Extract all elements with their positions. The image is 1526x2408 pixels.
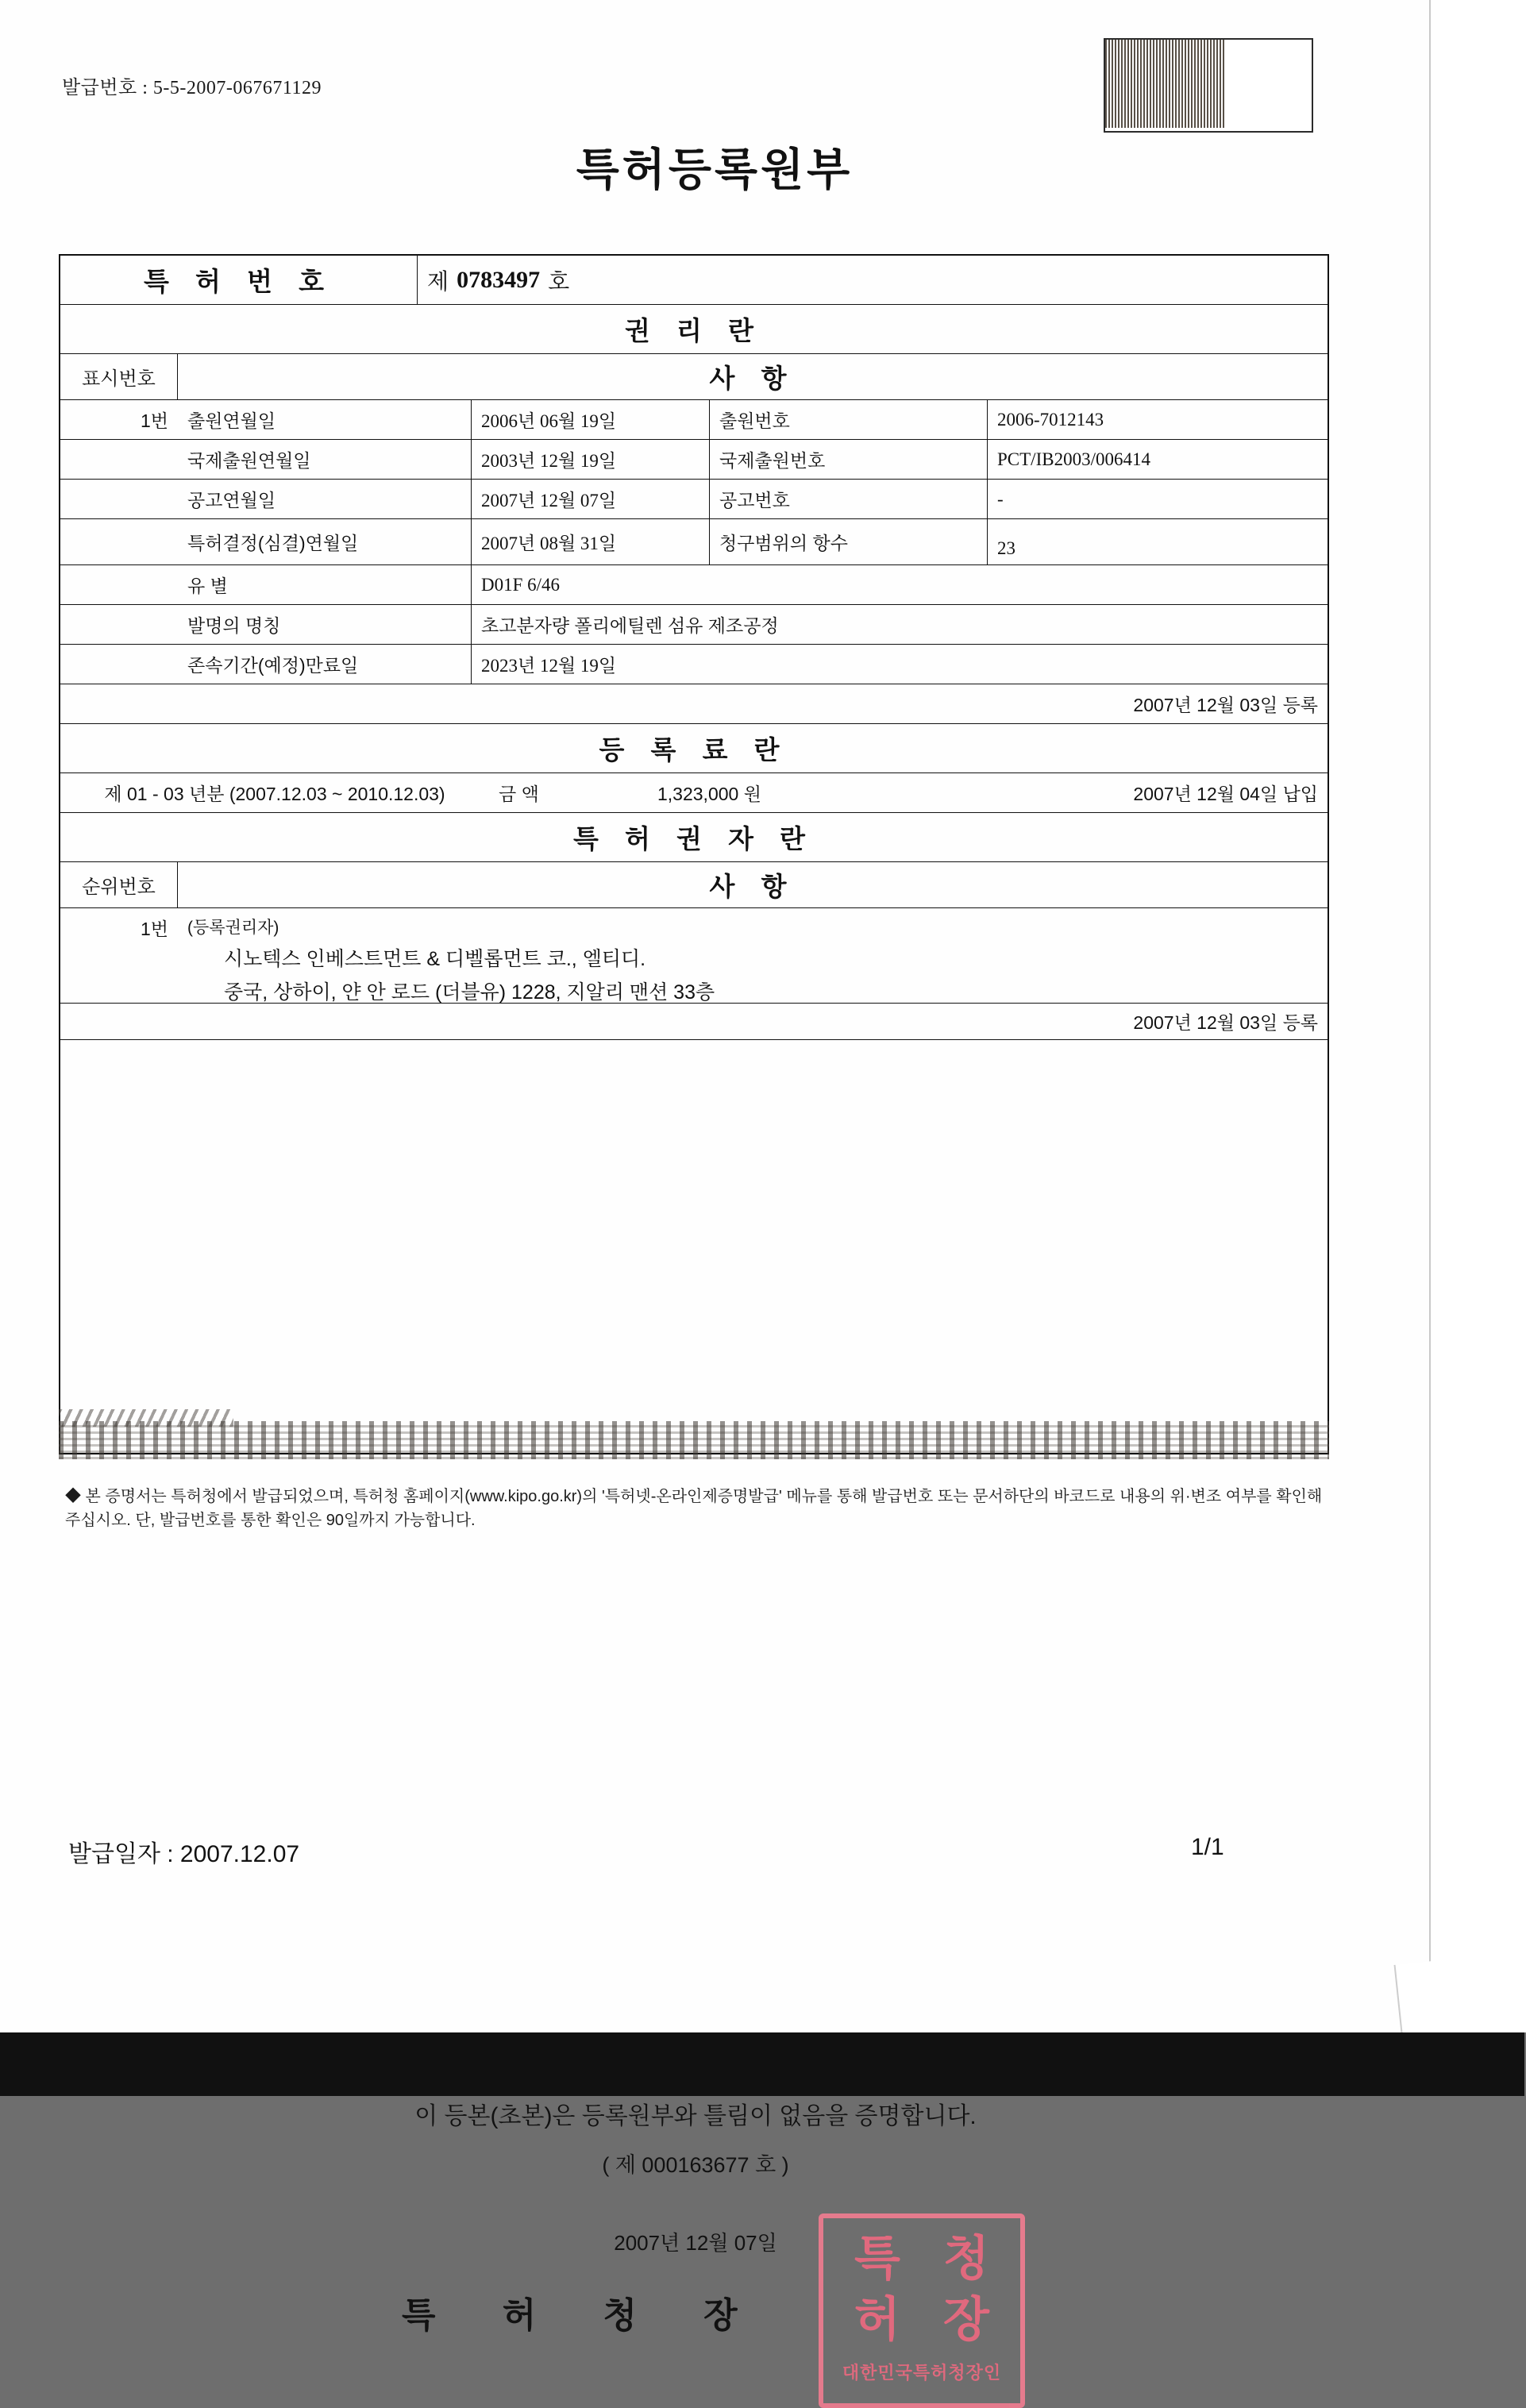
fee-amount-label: 금 액 — [499, 784, 539, 804]
seal-char-1: 특 — [854, 2231, 900, 2285]
seal-char-2: 청 — [943, 2231, 989, 2285]
certification-area — [60, 1040, 1328, 1453]
holder-col-matter: 사 항 — [709, 872, 796, 901]
rights-row-label2: 공고번호 — [710, 480, 988, 518]
certification-office: 특 허 청 장 — [402, 2296, 766, 2335]
holder-header-row — [60, 862, 1328, 908]
seal-char-4: 장 — [943, 2293, 989, 2347]
barcode-pattern — [1105, 40, 1226, 128]
rights-registered-note: 2007년 12월 03일 등록 — [1133, 695, 1318, 715]
rights-row — [60, 400, 1328, 440]
rights-registered-row — [60, 684, 1328, 724]
issue-date: 발급일자 : 2007.12.07 — [68, 1841, 300, 1867]
classification-spacer — [60, 565, 178, 604]
rights-row-label2: 국제출원번호 — [710, 440, 988, 479]
fee-period: 제 01 - 03 년분 (2007.12.03 ~ 2010.12.03) — [104, 784, 445, 804]
rights-row — [60, 440, 1328, 480]
rights-row-label: 국제출원연월일 — [178, 440, 472, 479]
official-seal-icon — [819, 2213, 1025, 2408]
holder-details — [178, 908, 1328, 1003]
term-row — [60, 645, 1328, 684]
barcode-icon — [1104, 38, 1313, 133]
holder-col-label: 순위번호 — [60, 862, 178, 907]
holder-registered-row — [60, 1004, 1328, 1040]
rights-row-value2: 23 — [997, 538, 1015, 558]
rights-row-value2: PCT/IB2003/006414 — [997, 449, 1150, 469]
classification-label: 유 별 — [178, 565, 472, 604]
holder-address: 중국, 상하이, 얀 안 로드 (더블유) 1228, 지알리 맨션 33층 — [224, 981, 715, 1004]
rights-row — [60, 480, 1328, 519]
page-title: 특허등록원부 — [576, 144, 854, 195]
classification-value: D01F 6/46 — [481, 574, 561, 595]
scan-bottom-edge — [0, 2032, 1524, 2096]
scan-artifact-band — [59, 1421, 1329, 1459]
rights-row-value: 2007년 08월 31일 — [472, 519, 710, 564]
holder-row — [60, 908, 1328, 1004]
certification-number: ( 제 000163677 호 ) — [602, 2153, 789, 2177]
fee-paid-note: 2007년 12월 04일 납입 — [1133, 784, 1318, 804]
patent-number-digits: 0783497 — [457, 266, 541, 293]
term-label: 존속기간(예정)만료일 — [178, 645, 472, 684]
rights-row-spacer — [60, 519, 178, 564]
rights-section-title: 권 리 란 — [625, 316, 763, 345]
holder-item-no: 1번 — [140, 919, 168, 939]
fee-section-title: 등 록 료 란 — [599, 735, 789, 765]
seal-char-3: 허 — [854, 2293, 900, 2347]
rights-col-matter: 사 항 — [709, 364, 796, 393]
certification-statement: 이 등본(초본)은 등록원부와 틀림이 없음을 증명합니다. — [414, 2103, 977, 2129]
page-number: 1/1 — [1191, 1834, 1224, 1860]
term-spacer — [60, 645, 178, 684]
fee-section-title-row — [60, 724, 1328, 773]
seal-inner — [833, 2228, 1011, 2394]
invention-spacer — [60, 605, 178, 644]
rights-row-label2: 출원번호 — [710, 400, 988, 439]
patent-number-value — [418, 256, 1328, 304]
paper-right-edge — [1429, 0, 1526, 2032]
rights-row-spacer — [60, 480, 178, 518]
rights-row-value2: - — [997, 488, 1004, 509]
fee-detail-row — [60, 773, 1328, 813]
holder-section-title: 특 허 권 자 란 — [572, 824, 815, 853]
patent-number-label: 특 허 번 호 — [60, 256, 418, 304]
fee-amount: 1,323,000 원 — [657, 784, 761, 804]
rights-registered-spacer — [60, 684, 178, 723]
invention-value: 초고분자량 폴리에틸렌 섬유 제조공정 — [481, 615, 779, 636]
rights-row-spacer — [60, 440, 178, 479]
holder-section-title-row — [60, 813, 1328, 862]
classification-row — [60, 565, 1328, 605]
patent-number-row — [60, 256, 1328, 305]
term-value: 2023년 12월 19일 — [481, 656, 617, 676]
rights-row-label: 출원연월일 — [178, 400, 472, 439]
certification-date: 2007년 12월 07일 — [614, 2231, 777, 2255]
invention-row — [60, 605, 1328, 645]
rights-row-value2: 2006-7012143 — [997, 409, 1104, 430]
holder-tag: (등록권리자) — [187, 919, 279, 937]
rights-col-label: 표시번호 — [60, 354, 178, 399]
paper-corner-fold — [1394, 1957, 1474, 2036]
seal-subtext: 대한민국특허청장인 — [842, 2363, 1002, 2383]
issue-number: 발급번호 : 5-5-2007-067671129 — [62, 78, 322, 98]
holder-name: 시노텍스 인베스트먼트 & 디벨롭먼트 코., 엘티디. — [224, 948, 646, 970]
rights-row-value: 2006년 06월 19일 — [472, 400, 710, 439]
invention-label: 발명의 명칭 — [178, 605, 472, 644]
rights-item-no: 1번 — [140, 410, 168, 431]
rights-row-value: 2003년 12월 19일 — [472, 440, 710, 479]
rights-section-title-row — [60, 305, 1328, 354]
patent-number-suffix: 호 — [548, 268, 570, 294]
rights-row-label2: 청구범위의 항수 — [710, 519, 988, 564]
holder-registered-note: 2007년 12월 03일 등록 — [1133, 1012, 1318, 1033]
rights-row-value: 2007년 12월 07일 — [472, 480, 710, 518]
footnote-text: ◆ 본 증명서는 특허청에서 발급되었으며, 특허청 홈페이지(www.kipo.go.kr)의 '특허넷-온라인제증명발급' 메뉴를 통해 발급번호 또는 문서하단의 바코드로 내용의 위·변조 여부를 확인해 주십시오. 단, 발급번호를 통한 확인은 90일까지 가능합니다. — [65, 1488, 1323, 1529]
rights-row — [60, 519, 1328, 565]
patent-number-prefix: 제 — [427, 268, 449, 294]
rights-header-row — [60, 354, 1328, 400]
rights-row-label: 특허결정(심결)연월일 — [178, 519, 472, 564]
rights-row-label: 공고연월일 — [178, 480, 472, 518]
